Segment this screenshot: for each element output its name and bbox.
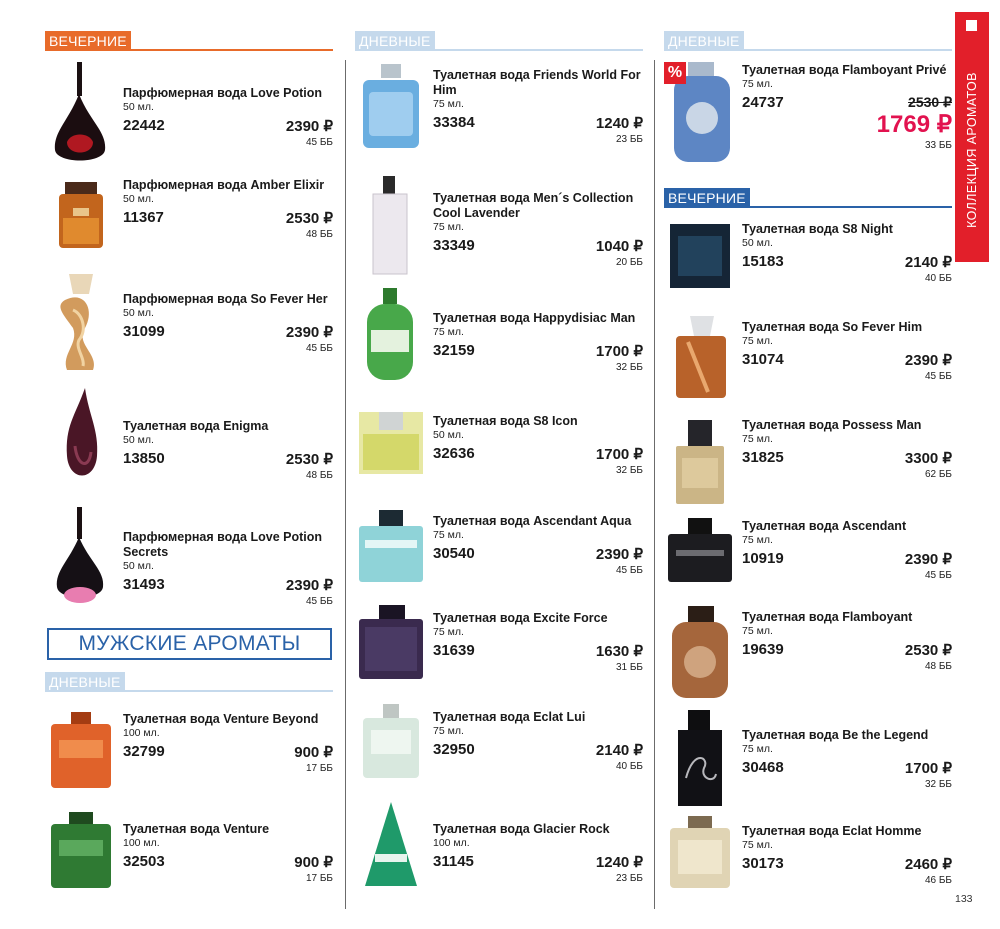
product-volume: 75 мл. bbox=[742, 78, 773, 90]
product-code: 30173 bbox=[742, 855, 784, 872]
product-card[interactable] bbox=[45, 712, 335, 822]
perfume-bottle-image bbox=[664, 816, 736, 926]
product-code: 10919 bbox=[742, 550, 784, 567]
product-name: Туалетная вода Flamboyant bbox=[742, 610, 913, 624]
section-label: ВЕЧЕРНИЕ bbox=[664, 188, 750, 208]
product-volume: 50 мл. bbox=[433, 429, 464, 441]
product-card[interactable] bbox=[355, 176, 645, 286]
product-card[interactable] bbox=[664, 312, 954, 422]
product-volume: 75 мл. bbox=[433, 529, 464, 541]
product-volume: 75 мл. bbox=[433, 326, 464, 338]
product-card[interactable] bbox=[664, 816, 954, 926]
product-code: 30540 bbox=[433, 545, 475, 562]
product-price: 1700 ₽ bbox=[595, 343, 643, 360]
product-price: 1630 ₽ bbox=[595, 643, 643, 660]
perfume-bottle-image bbox=[355, 408, 427, 518]
perfume-bottle-image bbox=[45, 505, 117, 615]
product-code: 31099 bbox=[123, 323, 165, 340]
product-code: 33384 bbox=[433, 114, 475, 131]
product-name: Туалетная вода Eclat Homme bbox=[742, 824, 922, 838]
product-card[interactable] bbox=[355, 408, 645, 518]
product-card[interactable] bbox=[355, 286, 645, 396]
product-code: 32159 bbox=[433, 342, 475, 359]
product-bb: 32 ББ bbox=[615, 465, 643, 476]
product-volume: 50 мл. bbox=[742, 237, 773, 249]
product-name: Туалетная вода Venture Beyond bbox=[123, 712, 319, 726]
product-name: Туалетная вода S8 Night bbox=[742, 222, 893, 236]
side-tab-label: КОЛЛЕКЦИЯ АРОМАТОВ bbox=[965, 72, 979, 228]
product-price: 2530 ₽ bbox=[285, 451, 333, 468]
product-card[interactable] bbox=[355, 800, 645, 910]
product-code: 32503 bbox=[123, 853, 165, 870]
section-header-day bbox=[355, 31, 643, 51]
product-bb: 48 ББ bbox=[305, 470, 333, 481]
product-price: 2140 ₽ bbox=[595, 742, 643, 759]
section-label: ДНЕВНЫЕ bbox=[45, 672, 125, 692]
product-code: 15183 bbox=[742, 253, 784, 270]
product-card[interactable] bbox=[355, 605, 645, 715]
product-code: 32636 bbox=[433, 445, 475, 462]
product-volume: 50 мл. bbox=[123, 307, 154, 319]
product-price: 2460 ₽ bbox=[904, 856, 952, 873]
product-name: Туалетная вода Eclat Lui bbox=[433, 710, 586, 724]
product-price: 3300 ₽ bbox=[904, 450, 952, 467]
product-card[interactable] bbox=[45, 270, 335, 380]
product-card[interactable] bbox=[664, 606, 954, 716]
perfume-bottle-image bbox=[355, 704, 427, 814]
mens-fragrances-title: МУЖСКИЕ АРОМАТЫ bbox=[47, 628, 332, 660]
product-code: 32950 bbox=[433, 741, 475, 758]
product-price: 900 ₽ bbox=[294, 854, 333, 871]
product-name: Туалетная вода Glacier Rock bbox=[433, 822, 610, 836]
product-card[interactable] bbox=[355, 62, 645, 172]
column-men-day bbox=[355, 0, 645, 929]
product-card[interactable] bbox=[355, 704, 645, 814]
tab-square-icon bbox=[966, 20, 977, 31]
product-code: 31074 bbox=[742, 351, 784, 368]
product-code: 33349 bbox=[433, 237, 475, 254]
product-name: Парфюмерная вода Love Potion bbox=[123, 86, 322, 100]
product-volume: 100 мл. bbox=[433, 837, 470, 849]
perfume-bottle-image bbox=[355, 605, 427, 715]
product-volume: 75 мл. bbox=[433, 98, 464, 110]
product-code: 30468 bbox=[742, 759, 784, 776]
product-volume: 75 мл. bbox=[742, 433, 773, 445]
product-bb: 40 ББ bbox=[924, 273, 952, 284]
product-bb: 62 ББ bbox=[924, 469, 952, 480]
product-bb: 20 ББ bbox=[615, 257, 643, 268]
section-header-evening bbox=[664, 188, 952, 208]
product-volume: 50 мл. bbox=[123, 101, 154, 113]
product-code: 24737 bbox=[742, 94, 784, 111]
product-bb: 45 ББ bbox=[615, 565, 643, 576]
product-code: 31639 bbox=[433, 642, 475, 659]
product-code: 32799 bbox=[123, 743, 165, 760]
product-code: 22442 bbox=[123, 117, 165, 134]
product-price: 1240 ₽ bbox=[595, 115, 643, 132]
product-bb: 32 ББ bbox=[924, 779, 952, 790]
product-bb: 33 ББ bbox=[924, 140, 952, 151]
perfume-bottle-image bbox=[45, 270, 117, 380]
product-name: Туалетная вода Excite Force bbox=[433, 611, 608, 625]
product-price: 2140 ₽ bbox=[904, 254, 952, 271]
product-name: Туалетная вода Venture bbox=[123, 822, 270, 836]
section-header-evening bbox=[45, 31, 333, 51]
product-card[interactable] bbox=[45, 386, 335, 496]
product-name: Парфюмерная вода So Fever Her bbox=[123, 292, 328, 306]
perfume-bottle-image bbox=[664, 606, 736, 716]
product-card[interactable] bbox=[355, 508, 645, 618]
product-card[interactable] bbox=[45, 60, 335, 170]
product-bb: 45 ББ bbox=[924, 371, 952, 382]
product-volume: 75 мл. bbox=[742, 534, 773, 546]
product-price: 1040 ₽ bbox=[595, 238, 643, 255]
perfume-bottle-image bbox=[355, 800, 427, 910]
product-code: 31493 bbox=[123, 576, 165, 593]
product-bb: 40 ББ bbox=[615, 761, 643, 772]
product-name: Туалетная вода Men´s Collection Cool Lavender bbox=[433, 191, 634, 220]
product-price: 900 ₽ bbox=[294, 744, 333, 761]
product-code: 19639 bbox=[742, 641, 784, 658]
perfume-bottle-image bbox=[664, 312, 736, 422]
perfume-bottle-image bbox=[664, 418, 736, 528]
product-name: Туалетная вода Possess Man bbox=[742, 418, 922, 432]
product-code: 31825 bbox=[742, 449, 784, 466]
product-price: 2390 ₽ bbox=[595, 546, 643, 563]
product-volume: 75 мл. bbox=[433, 725, 464, 737]
product-bb: 45 ББ bbox=[305, 343, 333, 354]
product-bb: 32 ББ bbox=[615, 362, 643, 373]
product-name: Туалетная вода Enigma bbox=[123, 419, 269, 433]
product-name: Туалетная вода Flamboyant Privé bbox=[742, 63, 947, 77]
product-bb: 45 ББ bbox=[305, 137, 333, 148]
section-rule bbox=[355, 49, 643, 51]
product-price: 1700 ₽ bbox=[904, 760, 952, 777]
product-name: Туалетная вода Ascendant bbox=[742, 519, 907, 533]
product-code: 11367 bbox=[123, 209, 164, 226]
product-volume: 75 мл. bbox=[433, 221, 464, 233]
perfume-bottle-image bbox=[355, 508, 427, 618]
product-name: Парфюмерная вода Amber Elixir bbox=[123, 178, 325, 192]
section-label: ДНЕВНЫЕ bbox=[664, 31, 744, 51]
product-bb: 45 ББ bbox=[924, 570, 952, 581]
section-header-day bbox=[45, 672, 333, 692]
product-bb: 17 ББ bbox=[305, 763, 333, 774]
product-bb: 46 ББ bbox=[924, 875, 952, 886]
product-card[interactable] bbox=[664, 418, 954, 528]
product-card[interactable] bbox=[45, 505, 335, 615]
product-old-price: 2530 ₽ bbox=[908, 94, 952, 110]
section-rule bbox=[664, 206, 952, 208]
product-name: Туалетная вода Happydisiac Man bbox=[433, 311, 636, 325]
section-rule bbox=[664, 49, 952, 51]
product-volume: 100 мл. bbox=[123, 727, 160, 739]
perfume-bottle-image bbox=[45, 712, 117, 822]
product-price: 2390 ₽ bbox=[904, 352, 952, 369]
product-bb: 31 ББ bbox=[615, 662, 643, 673]
product-volume: 75 мл. bbox=[742, 625, 773, 637]
product-name: Туалетная вода Ascendant Aqua bbox=[433, 514, 632, 528]
product-price: 2530 ₽ bbox=[285, 210, 333, 227]
product-volume: 100 мл. bbox=[123, 837, 160, 849]
column-men-day-and-evening bbox=[664, 0, 954, 929]
product-price: 2530 ₽ bbox=[904, 642, 952, 659]
perfume-bottle-image bbox=[45, 386, 117, 496]
product-bb: 45 ББ bbox=[305, 596, 333, 607]
product-bb: 23 ББ bbox=[615, 873, 643, 884]
product-name: Туалетная вода Be the Legend bbox=[742, 728, 929, 742]
product-volume: 75 мл. bbox=[742, 743, 773, 755]
page-number: 133 bbox=[955, 893, 973, 905]
product-volume: 50 мл. bbox=[123, 193, 154, 205]
product-price: 1240 ₽ bbox=[595, 854, 643, 871]
section-rule bbox=[45, 690, 333, 692]
product-volume: 75 мл. bbox=[433, 626, 464, 638]
column-divider bbox=[345, 60, 346, 909]
product-card[interactable] bbox=[664, 708, 954, 818]
perfume-bottle-image bbox=[664, 708, 736, 818]
product-name: Парфюмерная вода Love Potion Secrets bbox=[123, 530, 322, 559]
product-sale-price: 1769 ₽ bbox=[876, 111, 952, 138]
product-bb: 23 ББ bbox=[615, 134, 643, 145]
product-name: Туалетная вода So Fever Him bbox=[742, 320, 923, 334]
product-volume: 75 мл. bbox=[742, 839, 773, 851]
column-women-evening-and-men-day bbox=[45, 0, 335, 929]
product-code: 13850 bbox=[123, 450, 165, 467]
product-price: 2390 ₽ bbox=[285, 324, 333, 341]
product-volume: 75 мл. bbox=[742, 335, 773, 347]
section-label: ДНЕВНЫЕ bbox=[355, 31, 435, 51]
catalog-section-tab bbox=[955, 12, 989, 262]
product-card[interactable] bbox=[664, 62, 954, 177]
section-header-day bbox=[664, 31, 952, 51]
discount-percent-icon: % bbox=[664, 62, 686, 84]
product-price: 2390 ₽ bbox=[904, 551, 952, 568]
product-bb: 48 ББ bbox=[924, 661, 952, 672]
product-volume: 50 мл. bbox=[123, 560, 154, 572]
product-code: 31145 bbox=[433, 853, 474, 870]
perfume-bottle-image bbox=[45, 60, 117, 170]
product-price: 2390 ₽ bbox=[285, 577, 333, 594]
product-price: 2390 ₽ bbox=[285, 118, 333, 135]
column-divider bbox=[654, 60, 655, 909]
perfume-bottle-image bbox=[45, 812, 117, 922]
product-price: 1700 ₽ bbox=[595, 446, 643, 463]
product-card[interactable] bbox=[45, 812, 335, 922]
perfume-bottle-image bbox=[355, 62, 427, 172]
product-bb: 17 ББ bbox=[305, 873, 333, 884]
section-rule bbox=[45, 49, 333, 51]
product-bb: 48 ББ bbox=[305, 229, 333, 240]
perfume-bottle-image bbox=[355, 176, 427, 286]
perfume-bottle-image bbox=[355, 286, 427, 396]
product-name: Туалетная вода Friends World For Him bbox=[433, 68, 641, 97]
section-label: ВЕЧЕРНИЕ bbox=[45, 31, 131, 51]
product-volume: 50 мл. bbox=[123, 434, 154, 446]
product-name: Туалетная вода S8 Icon bbox=[433, 414, 578, 428]
